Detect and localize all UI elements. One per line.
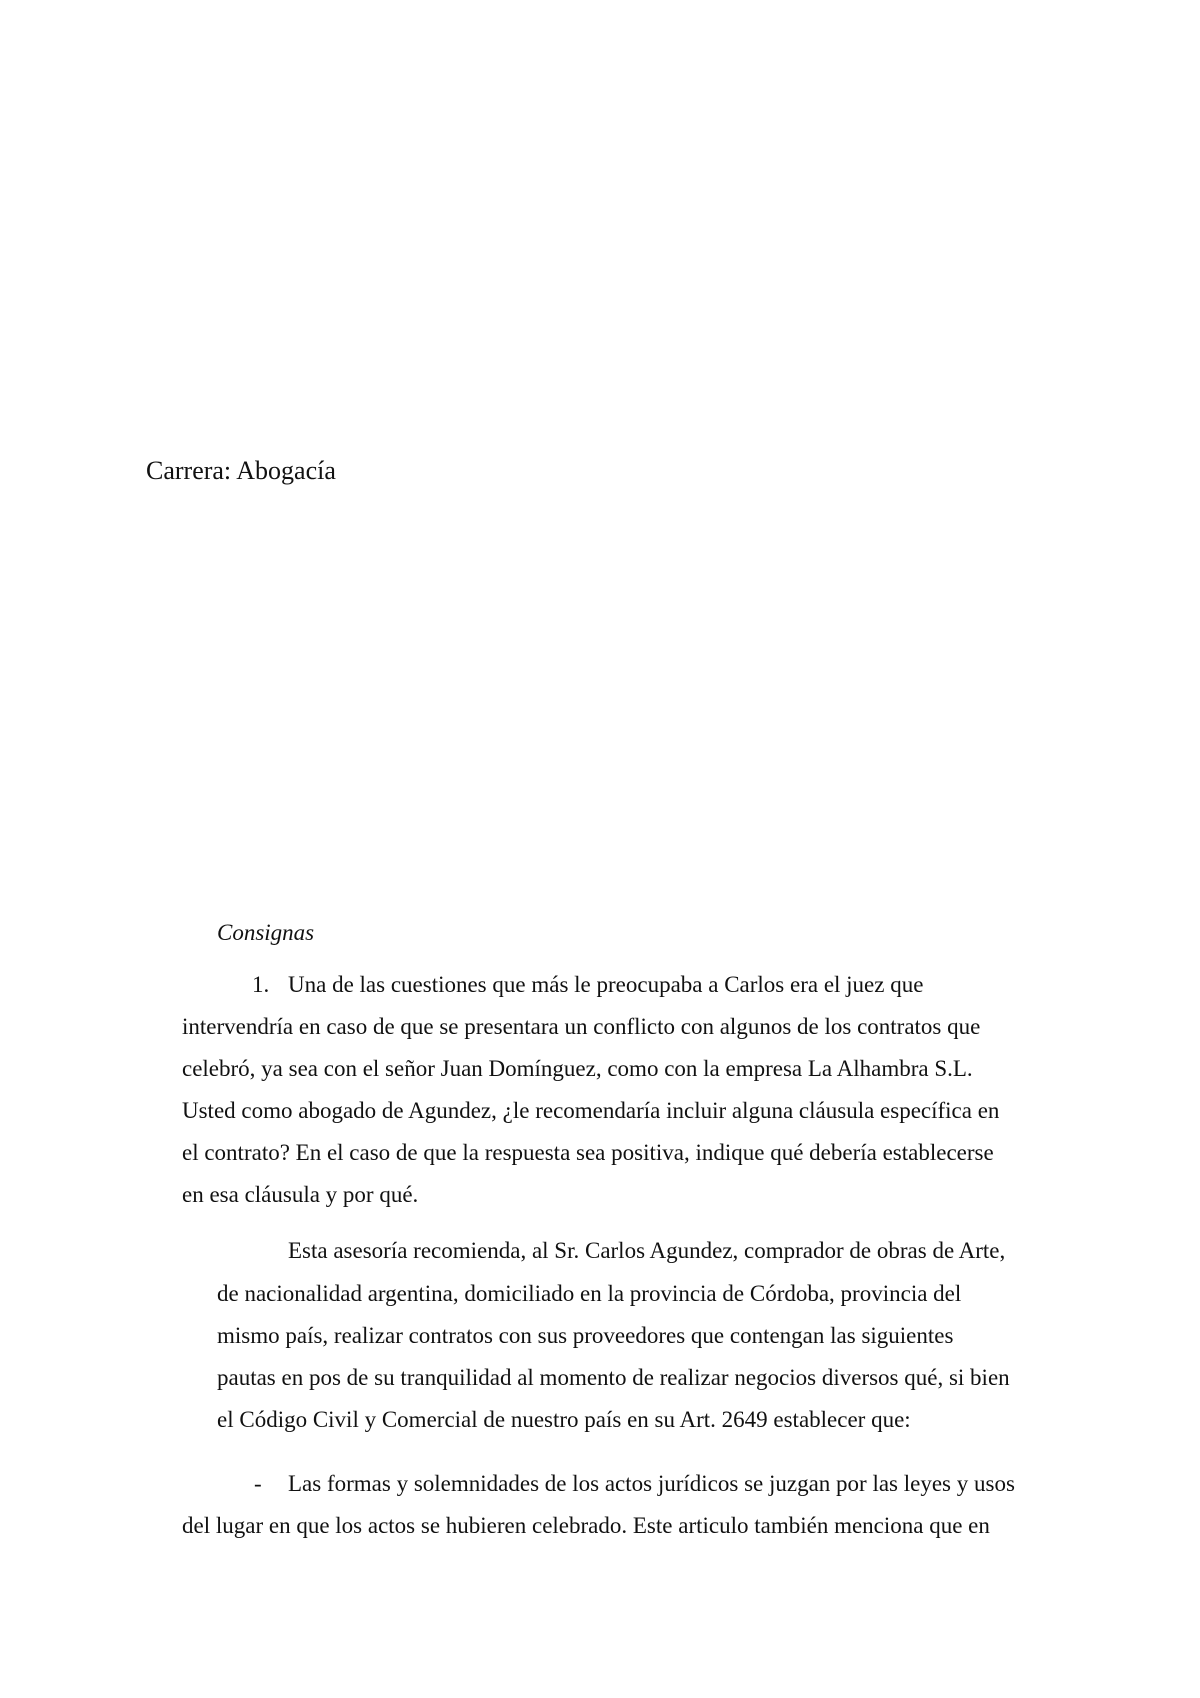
question-number: 1.: [252, 972, 270, 997]
question-line: Una de las cuestiones que más le preocupaba a Carlos era el juez que: [288, 972, 924, 997]
career-label: Carrera:: [146, 456, 232, 485]
answer-line: de nacionalidad argentina, domiciliado en la provincia de Córdoba, provincia del: [217, 1281, 962, 1306]
bullet-line: Las formas y solemnidades de los actos jurídicos se juzgan por las leyes y usos: [288, 1471, 1015, 1496]
career-heading: [146, 455, 336, 487]
question-line: en esa cláusula y por qué.: [182, 1182, 419, 1207]
question-line: el contrato? En el caso de que la respuesta sea positiva, indique qué debería establecerse: [182, 1140, 994, 1165]
answer-line: el Código Civil y Comercial de nuestro país en su Art. 2649 establecer que:: [217, 1407, 911, 1432]
question-line: intervendría en caso de que se presentara un conflicto con algunos de los contratos que: [182, 1014, 981, 1039]
answer-line: pautas en pos de su tranquilidad al momento de realizar negocios diversos qué, si bien: [217, 1365, 1010, 1390]
bullet-line: del lugar en que los actos se hubieren celebrado. Este articulo también menciona que en: [182, 1513, 990, 1538]
bullet-marker: -: [254, 1471, 262, 1496]
question-line: Usted como abogado de Agundez, ¿le recomendaría incluir alguna cláusula específica en: [182, 1098, 1000, 1123]
answer-line: mismo país, realizar contratos con sus proveedores que contengan las siguientes: [217, 1323, 954, 1348]
question-line: celebró, ya sea con el señor Juan Domínguez, como con la empresa La Alhambra S.L.: [182, 1056, 973, 1081]
section-title: Consignas: [217, 920, 315, 945]
answer-line: Esta asesoría recomienda, al Sr. Carlos Agundez, comprador de obras de Arte,: [288, 1238, 1006, 1263]
career-value: Abogacía: [236, 456, 336, 485]
